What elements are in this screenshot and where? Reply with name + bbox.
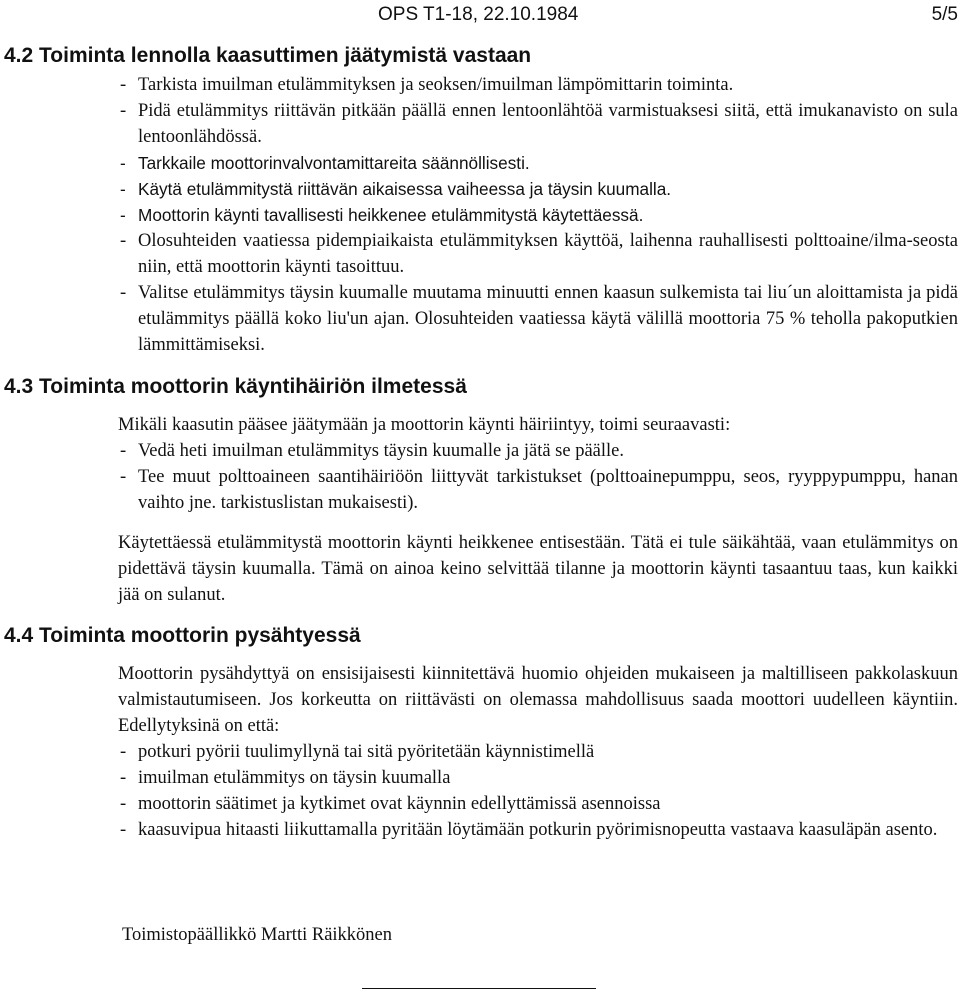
section-4-2-list: [118, 72, 958, 358]
section-4-3-title: 4.3 Toiminta moottorin käyntihäiriön ilmetessä: [4, 375, 467, 398]
signature: Toimistopäällikkö Martti Räikkönen: [122, 925, 393, 945]
section-4-3-paragraph: Käytettäessä etulämmitystä moottorin käynti heikkenee entisestään. Tätä ei tule säikähtää, vaan etulämmitys on pidettävä täysin kuumalla. Tämä on ainoa keino selvittää tilanne ja moottorin käynti tasaantuu taas, kun kaikki jää on sulanut.: [118, 533, 958, 605]
section-4-2-body: [118, 72, 958, 358]
list-item: - imuilman etulämmitys on täysin kuumalla: [118, 765, 958, 791]
page-number: 5/5: [931, 4, 958, 25]
list-item: - Tarkkaile moottorinvalvontamittareita säännöllisesti.: [118, 150, 958, 176]
section-4-3-list: [118, 438, 958, 516]
section-4-4-body: [118, 661, 958, 843]
list-item: - Olosuhteiden vaatiessa pidempiaikaista etulämmityksen käyttöä, laihenna rauhallisesti polttoaine/ilma-seosta niin, että moottorin käynti tasoittuu.: [118, 228, 958, 280]
section-4-4-title: 4.4 Toiminta moottorin pysähtyessä: [4, 624, 361, 647]
list-item: - potkuri pyörii tuulimyllynä tai sitä pyöritetään käynnistimellä: [118, 739, 958, 765]
section-4-2-title: 4.2 Toiminta lennolla kaasuttimen jäätymistä vastaan: [4, 44, 532, 67]
list-item: - Käytä etulämmitystä riittävän aikaisessa vaiheessa ja täysin kuumalla.: [118, 176, 958, 202]
list-item: - Pidä etulämmitys riittävän pitkään päällä ennen lentoonlähtöä varmistuaksesi siitä, että imukanavisto on sula lentoonlähdössä.: [118, 98, 958, 150]
list-item: - Moottorin käynti tavallisesti heikkenee etulämmitystä käytettäessä.: [118, 202, 958, 228]
list-item: - kaasuvipua hitaasti liikuttamalla pyritään löytämään potkurin pyörimisnopeutta vastaava kaasuläpän asento.: [118, 817, 958, 843]
section-4-3-body: [118, 412, 958, 608]
document-reference: OPS T1-18, 22.10.1984: [378, 4, 579, 25]
signature-line: [362, 988, 596, 989]
section-4-4-paragraph: Moottorin pysähdyttyä on ensisijaisesti kiinnitettävä huomio ohjeiden mukaiseen ja maltilliseen pakkolaskuun valmistautumiseen. Jos korkeutta on riittävästi on olemassa mahdollisuus saada moottori uudelleen käyntiin. Edellytyksinä on että:: [118, 664, 958, 736]
section-4-3-intro: Mikäli kaasutin pääsee jäätymään ja moottorin käynti häiriintyy, toimi seuraavasti:: [118, 415, 731, 435]
list-item: - Valitse etulämmitys täysin kuumalle muutama minuutti ennen kaasun sulkemista tai liu´un aloittamista ja pidä etulämmitys päällä koko liu'un ajan. Olosuhteiden vaatiessa käytä välillä moottoria 75 % teholla pakoputkien lämmittämiseksi.: [118, 280, 958, 358]
section-4-4-list: [118, 739, 958, 843]
list-item: - Tee muut polttoaineen saantihäiriöön liittyvät tarkistukset (polttoainepumppu, seos, ryyppypumppu, hanan vaihto jne. tarkistuslistan mukaisesti).: [118, 464, 958, 516]
list-item: - Vedä heti imuilman etulämmitys täysin kuumalle ja jätä se päälle.: [118, 438, 958, 464]
list-item: - Tarkista imuilman etulämmityksen ja seoksen/imuilman lämpömittarin toiminta.: [118, 72, 958, 98]
list-item: - moottorin säätimet ja kytkimet ovat käynnin edellyttämissä asennoissa: [118, 791, 958, 817]
